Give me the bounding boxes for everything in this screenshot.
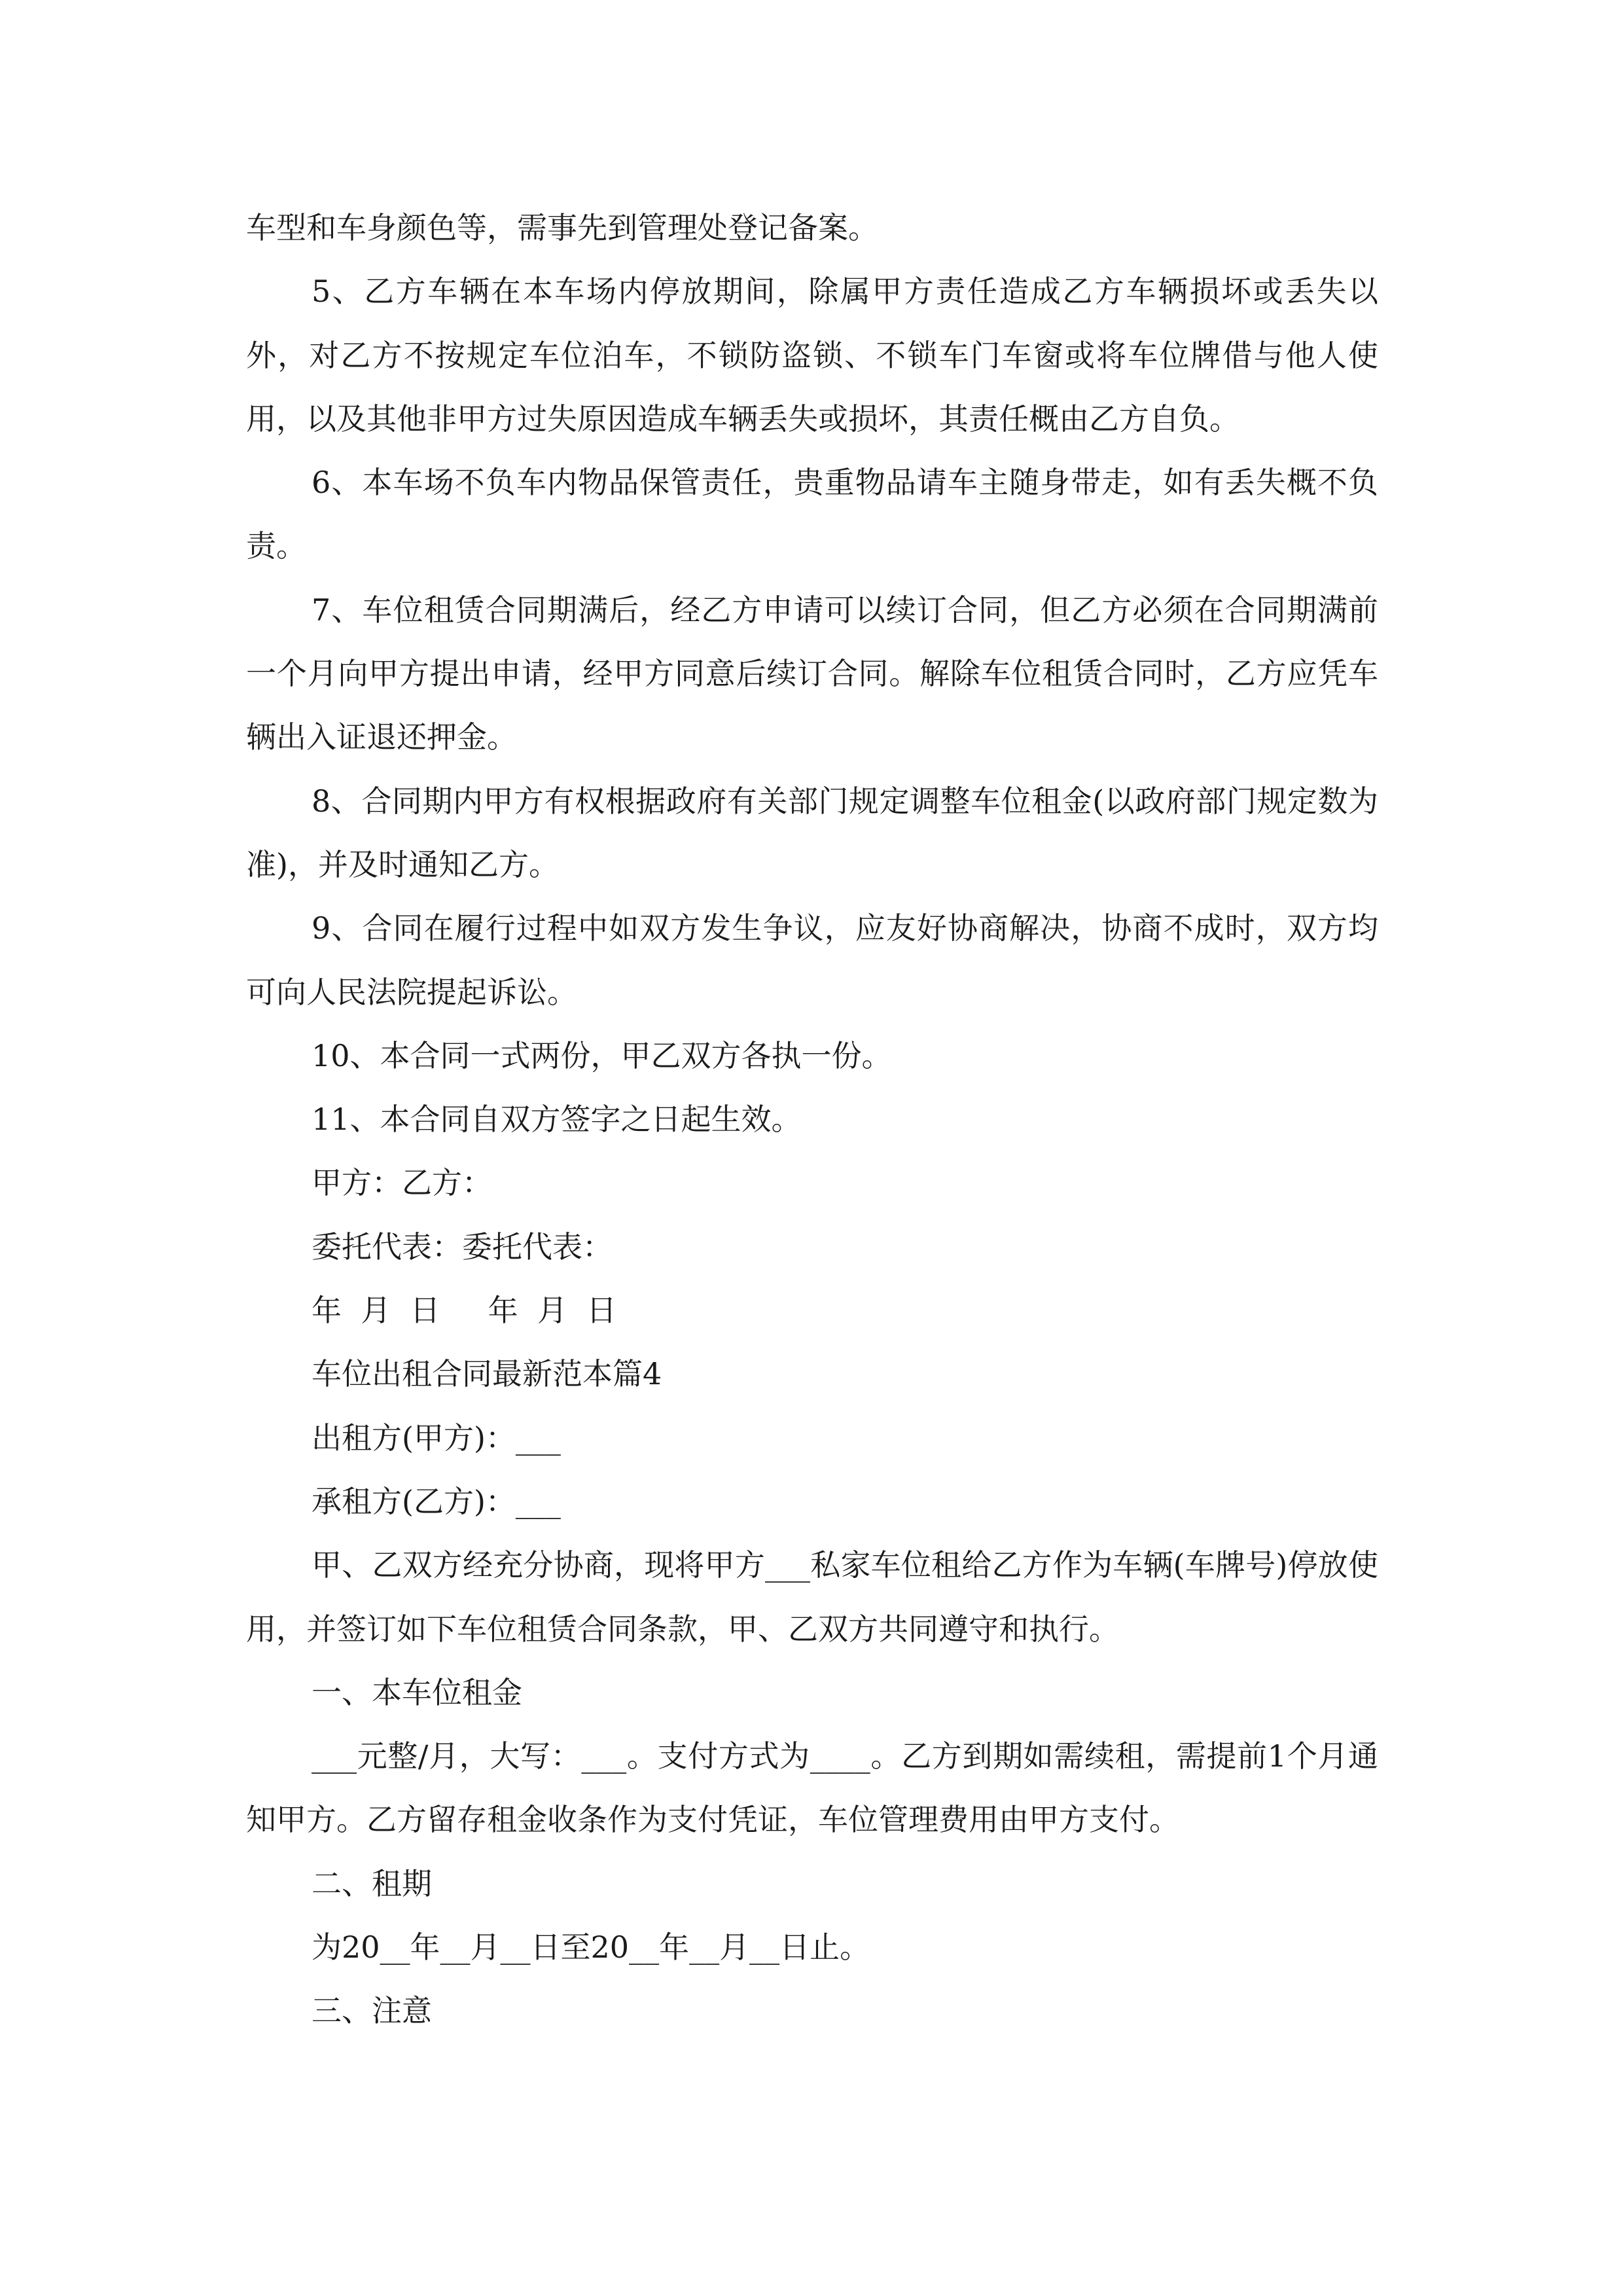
clause-8: 8、合同期内甲方有权根据政府有关部门规定调整车位租金(以政府部门规定数为准)，并及时通知乙方。 (246, 783, 1378, 882)
clause-9: 9、合同在履行过程中如双方发生争议，应友好协商解决，协商不成时，双方均可向人民法院提起诉讼。 (246, 910, 1378, 1010)
rent-paragraph: ___元整/月，大写：___。支付方式为____。乙方到期如需续租，需提前1个月通知甲方。乙方留存租金收条作为支付凭证，车位管理费用由甲方支付。 (246, 1738, 1378, 1838)
lessee-line: 承租方(乙方)：___ (312, 1483, 561, 1519)
document-body (246, 196, 1378, 2043)
clause-5: 5、乙方车辆在本车场内停放期间，除属甲方责任造成乙方车辆损坏或丢失以外，对乙方不按规定车位泊车，不锁防盗锁、不锁车门车窗或将车位牌借与他人使用，以及其他非甲方过失原因造成车辆丢失或损坏，其责任概由乙方自负。 (246, 274, 1378, 437)
signature-parties: 甲方：乙方： (312, 1165, 492, 1201)
clause-7: 7、车位租赁合同期满后，经乙方申请可以续订合同，但乙方必须在合同期满前一个月向甲方提出申请，经甲方同意后续订合同。解除车位租赁合同时，乙方应凭车辆出入证退还押金。 (246, 592, 1378, 755)
signature-representatives: 委托代表：委托代表： (312, 1229, 613, 1265)
article-1-heading: 一、本车位租金 (312, 1674, 522, 1710)
clause-6: 6、本车场不负车内物品保管责任，贵重物品请车主随身带走，如有丢失概不负责。 (246, 465, 1378, 564)
section-heading: 车位出租合同最新范本篇4 (312, 1356, 662, 1392)
paragraph-continuation: 车型和车身颜色等，需事先到管理处登记备案。 (246, 210, 878, 245)
term-paragraph: 为20__年__月__日至20__年__月__日止。 (312, 1929, 870, 1965)
lessor-line: 出租方(甲方)：___ (312, 1420, 561, 1456)
article-2-heading: 二、租期 (312, 1865, 432, 1901)
article-3-heading: 三、注意 (312, 1993, 432, 2029)
clause-11: 11、本合同自双方签字之日起生效。 (312, 1102, 802, 1138)
signature-dates: 年 月 日 年 月 日 (312, 1293, 617, 1329)
intro-paragraph: 甲、乙双方经充分协商，现将甲方___私家车位租给乙方作为车辆(车牌号)停放使用，并签订如下车位租赁合同条款，甲、乙双方共同遵守和执行。 (246, 1547, 1378, 1647)
clause-10: 10、本合同一式两份，甲乙双方各执一份。 (312, 1037, 892, 1073)
